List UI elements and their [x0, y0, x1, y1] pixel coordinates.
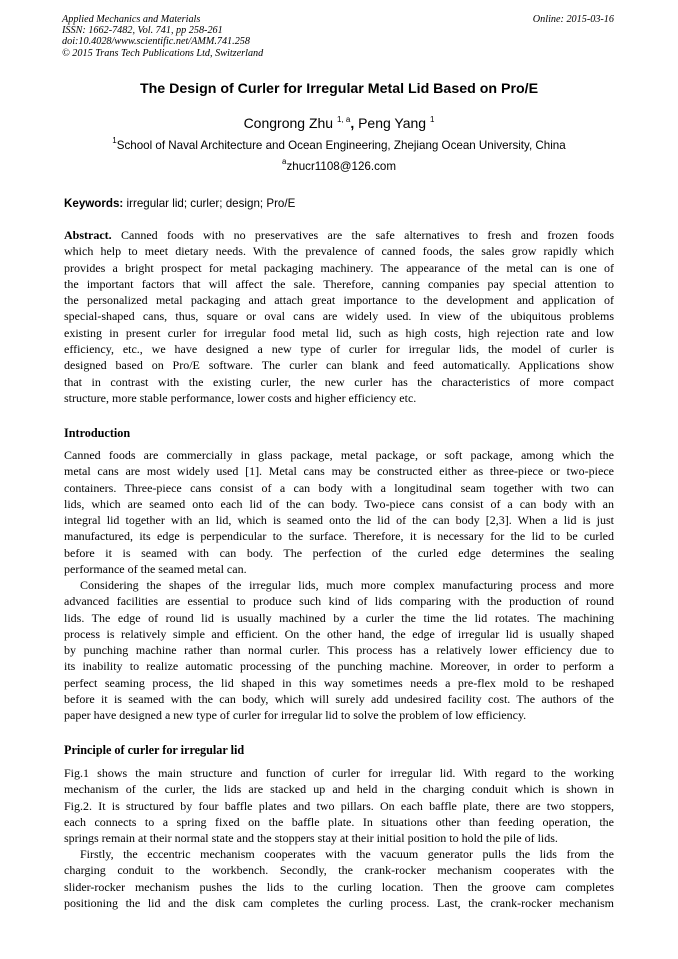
paragraph-line: Firstly, the eccentric mechanism cooperates with the vacuum generator pulls the lids from the	[80, 847, 614, 861]
journal-issn: ISSN: 1662-7482, Vol. 741, pp 258-261	[62, 25, 223, 37]
paragraph-line: each connects to a spring fixed on the baffle plate. In situations other than feeding operation, the	[64, 814, 614, 829]
paragraph-line: advanced facilities are essential to produce such kind of lids comparing with the production of round	[64, 594, 614, 609]
abstract-line: special-shaped cans, thus, square or oval cans are widely used. In view of the ubiquitous problems	[64, 309, 614, 324]
paragraph-line: before it is seamed with can body. The perfection of the curled edge determines the sealing	[64, 545, 614, 560]
journal-doi: doi:10.4028/www.scientific.net/AMM.741.258	[62, 36, 250, 48]
paragraph-line: metal cans are most widely used [1]. Metal cans may be constructed either as three-piece or two-piece	[64, 464, 614, 479]
paragraph-line: integral lid together with an lid, which is seamed onto the lid of the can body [2,3]. When a lid is just	[64, 513, 614, 528]
principle-paragraph-1	[64, 765, 614, 846]
author-affiliation-mark: 1, a	[336, 115, 351, 124]
abstract-line: designed based on Pro/E software. The curler can blank and feed automatically. Applications show	[64, 358, 614, 373]
author-name: Congrong Zhu	[243, 115, 334, 131]
email-text: zhucr1108@126.com	[286, 160, 396, 173]
introduction-paragraph-1	[64, 447, 614, 577]
email-mark: a	[282, 157, 287, 166]
abstract-line-text: Canned foods with no preservatives are the safe alternatives to fresh and frozen foods	[120, 228, 614, 242]
paragraph-line: process is relatively simple and efficient. On the other hand, the edge of irregular lid is usually shaped	[64, 626, 614, 641]
paragraph-line: perfect seaming process, the lid shaped in this way sometimes needs a pre-flex mold to be reshaped	[64, 675, 614, 690]
paragraph-line: before it is seamed with the can body, which will surely add undesired facility cost. The authors of the	[64, 692, 614, 707]
section-heading-principle: Principle of curler for irregular lid	[64, 743, 245, 757]
keywords-label: Keywords:	[64, 197, 124, 210]
abstract-line: the personalized metal packaging and attach great importance to the development and application of	[64, 293, 614, 308]
paragraph-line: Fig.1 shows the main structure and function of curler for irregular lid. With regard to the working	[64, 766, 614, 780]
paper-title: The Design of Curler for Irregular Metal Lid Based on Pro/E	[139, 81, 539, 97]
paragraph-line: performance of the seamed metal can.	[64, 562, 247, 577]
paragraph-line: mechanism of the curler, the lids are stacked up and held in the charging conduit which is shown in	[64, 782, 614, 797]
abstract-line: existing in present curler for irregular food metal lid, such as high costs, high rejection rate and low	[64, 325, 614, 340]
affiliation	[0, 136, 678, 152]
paragraph-line: positioning the lid and the disk cam completes the curling process. Last, the crank-rocker mechanism	[64, 895, 614, 910]
author-list	[0, 115, 678, 131]
paragraph-line: its inability to realize automatic processing of the punching machine. Moreover, in order to perform a	[64, 659, 614, 674]
paragraph-line: manufactured, its edge is perpendicular to the surface. Therefore, it is necessary for the lid to be curled	[64, 529, 614, 544]
author-separator: ,	[350, 115, 355, 131]
abstract-line: structure, more stable performance, lower costs and higher efficiency etc.	[64, 390, 417, 405]
abstract-line: provides a bright prospect for metal packaging machinery. The appearance of the metal can is one of	[64, 260, 614, 275]
author-affiliation-mark: 1	[429, 115, 435, 124]
paragraph-line: slider-rocker mechanism pushes the lids to the curling location. Then the groove cam completes	[64, 879, 614, 894]
paragraph-line: paper have designed a new type of curler for irregular lid to solve the problem of low efficiency.	[64, 708, 527, 723]
abstract-line: efficiency, etc., we have designed a new type of curler for irregular lids, the model of curler is	[64, 342, 614, 357]
paragraph-line: lids, which are seamed onto each lid of the can body. Two-piece cans consist of a can body with an	[64, 496, 614, 511]
paragraph-line: lids. The edge of round lid is usually machined by a curler the time the lid rotates. The machining	[64, 610, 614, 625]
affiliation-text: School of Naval Architecture and Ocean Engineering, Zhejiang Ocean University, China	[116, 139, 566, 152]
online-date: Online: 2015-03-16	[532, 14, 614, 25]
paragraph-line: Considering the shapes of the irregular lids, much more complex manufacturing process and more	[80, 578, 614, 592]
paragraph-line: charging conduit to the workbench. Secondly, the crank-rocker mechanism cooperates with the	[64, 863, 614, 878]
section-heading-introduction: Introduction	[64, 426, 131, 440]
affiliation-mark: 1	[112, 136, 117, 145]
abstract-label: Abstract.	[64, 228, 112, 242]
introduction-paragraph-2	[64, 577, 614, 724]
paragraph-line: springs remain at their normal state and the stoppers stay at their initial position to hold the pile of lids.	[64, 831, 558, 846]
journal-copyright: © 2015 Trans Tech Publications Ltd, Switzerland	[62, 47, 264, 59]
principle-paragraph-2	[64, 846, 614, 911]
paragraph-line: containers. Three-piece cans consist of a can body with a longitudinal seam together with two can	[64, 480, 614, 495]
keywords-text: irregular lid; curler; design; Pro/E	[126, 197, 296, 210]
paragraph-line: by punching machine rather than normal curler. This process has a relatively lower efficiency due to	[64, 643, 614, 658]
journal-header	[62, 14, 263, 59]
abstract	[64, 227, 614, 406]
paragraph-line: Canned foods are commercially in glass package, metal package, or soft package, among which the	[64, 448, 614, 462]
paragraph-line: Fig.2. It is structured by four baffle plates and two pillars. On each baffle plate, there are two stoppers,	[64, 798, 614, 813]
journal-name: Applied Mechanics and Materials	[62, 14, 201, 25]
abstract-line: that in contrast with the existing curler, the new curler has the characteristics of more compact	[64, 374, 614, 389]
abstract-line: which help to meet dietary needs. With the prevalence of canned foods, the sales grow rapidly which	[64, 244, 614, 259]
author-email	[0, 157, 678, 173]
abstract-line: the important factors that will affect the sale. Therefore, canning companies pay special attention to	[64, 276, 614, 291]
keywords	[64, 197, 295, 210]
abstract-line	[64, 227, 614, 243]
author-name: Peng Yang	[358, 115, 427, 131]
